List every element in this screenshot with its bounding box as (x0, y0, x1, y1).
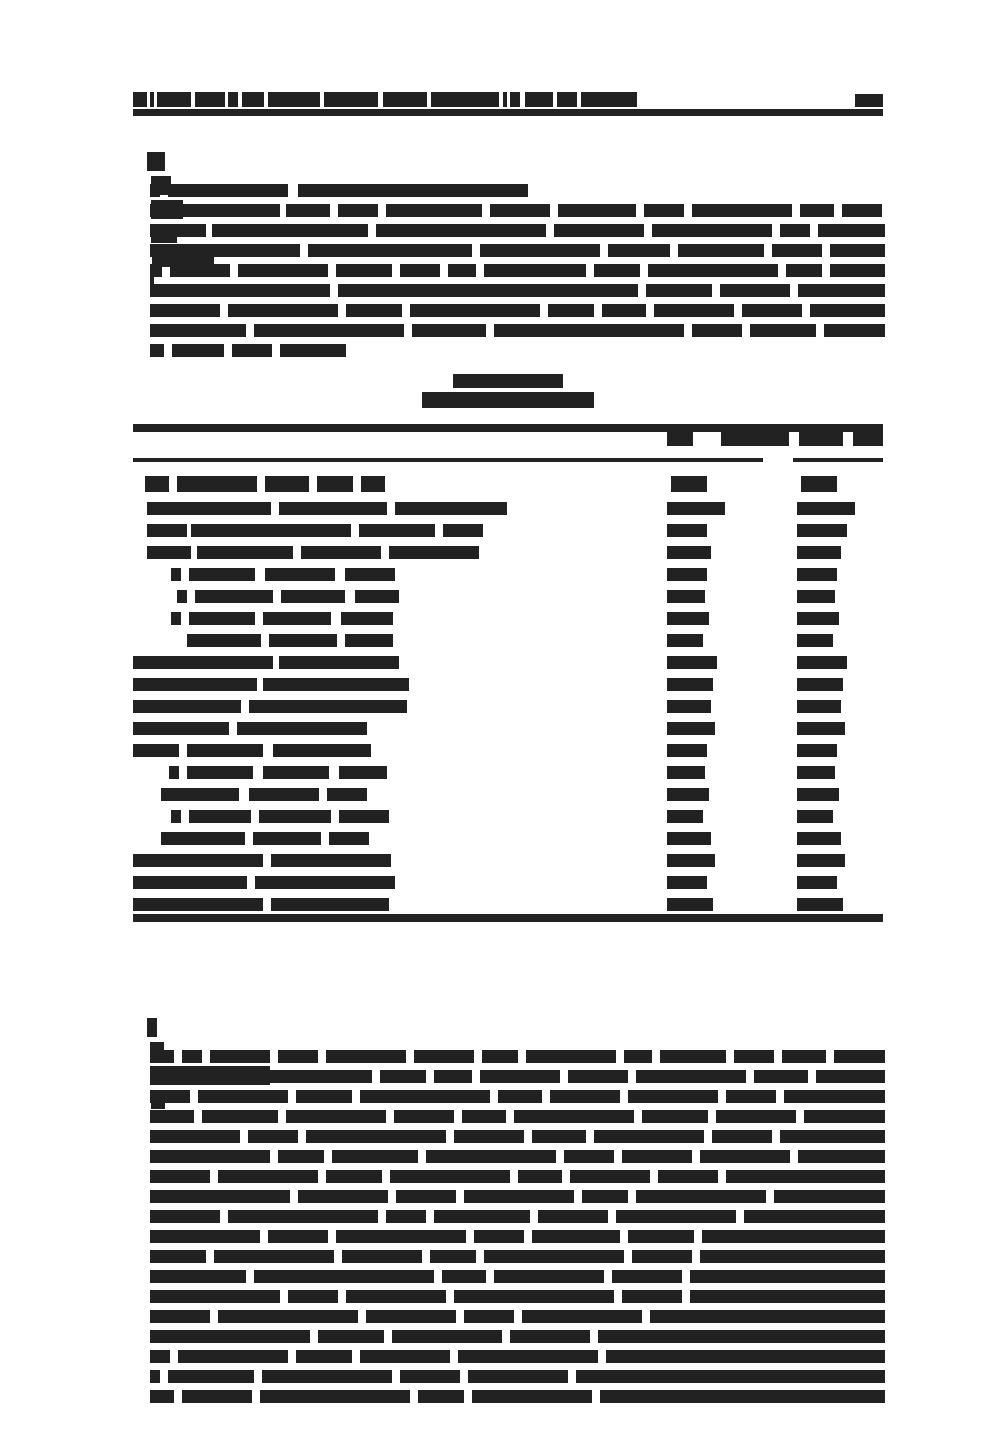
table-header-rule-left (133, 458, 671, 462)
data-table (133, 424, 883, 922)
header-rule (133, 109, 883, 116)
running-head-text (133, 92, 883, 107)
table-row (133, 652, 883, 674)
table-row (133, 850, 883, 872)
page-header (133, 92, 883, 116)
table-bottom-rule (133, 914, 883, 922)
table-subheader-row (133, 470, 883, 498)
table-row (133, 894, 883, 914)
table-row (133, 630, 883, 652)
table-row (133, 784, 883, 806)
table-row (133, 740, 883, 762)
table-row (133, 586, 883, 608)
table-top-rule (133, 424, 883, 432)
table-row (133, 608, 883, 630)
table-row (133, 872, 883, 894)
table-row (133, 828, 883, 850)
table-column-headers (133, 432, 883, 458)
table-row (133, 762, 883, 784)
table-header-rule-right-b (793, 458, 883, 462)
table-row (133, 498, 883, 520)
page-number (855, 94, 883, 107)
table-row (133, 806, 883, 828)
table-row (133, 718, 883, 740)
table-row (133, 520, 883, 542)
table-row (133, 542, 883, 564)
table-row (133, 564, 883, 586)
table-header-rule-right-a (667, 458, 763, 462)
discussion-paragraph (150, 1050, 885, 1410)
table-row (133, 696, 883, 718)
table-caption (133, 374, 883, 412)
intro-paragraph (150, 184, 885, 364)
table-row (133, 674, 883, 696)
